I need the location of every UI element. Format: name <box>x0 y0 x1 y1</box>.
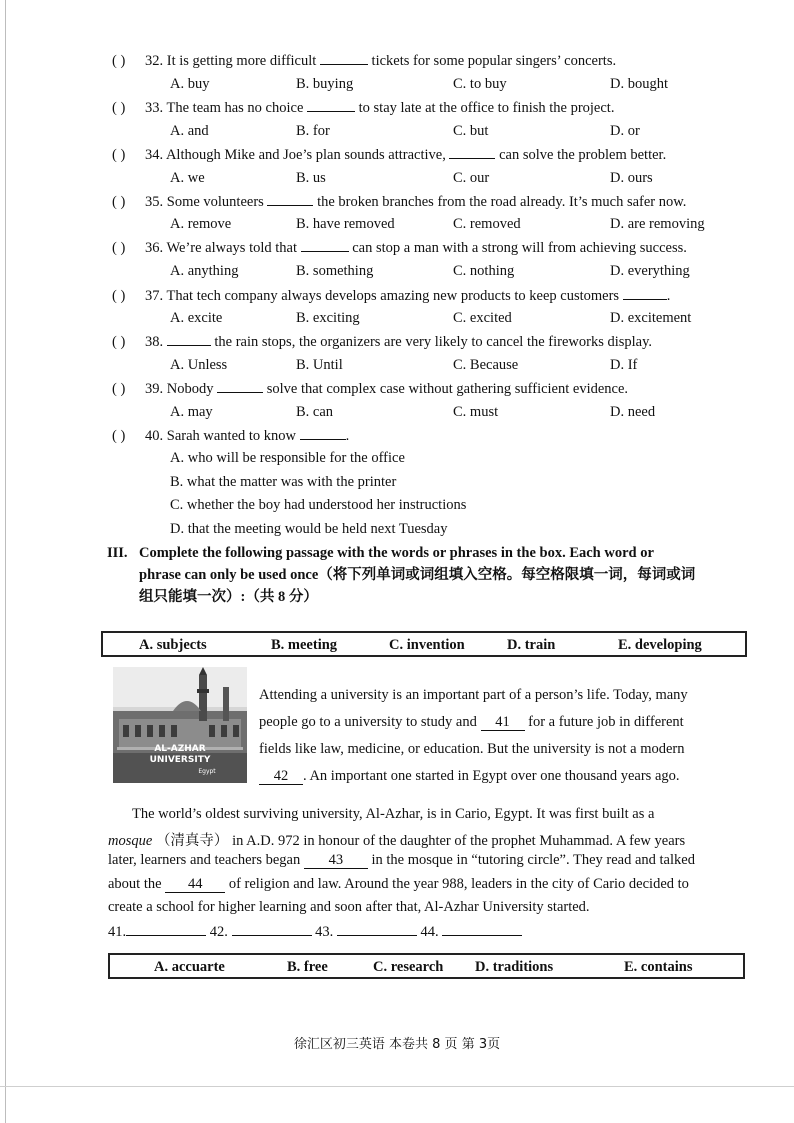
option-a: A. who will be responsible for the office <box>170 450 405 466</box>
passage-text: in the mosque in “tutoring circle”. They read and talked <box>371 852 695 868</box>
option-a: A. remove <box>170 216 232 232</box>
question-stem-before: We’re always told that <box>166 240 297 256</box>
instruction-line-2: phrase can only be used once（将下列单词或词组填入空格。每空格限填一词，每词或词 <box>139 567 696 583</box>
passage-italic-word: mosque <box>108 833 153 849</box>
option-c: C. must <box>453 404 499 420</box>
question-39 <box>112 379 628 398</box>
question-number: 35. <box>145 194 164 210</box>
option-a: A. and <box>170 123 209 139</box>
option-c: C. whether the boy had understood her instructions <box>170 497 467 513</box>
question-stem-after: tickets for some popular singers’ concerts. <box>371 53 617 69</box>
word-box <box>101 631 747 657</box>
caption-line-1: AL-AZHAR <box>154 744 206 754</box>
left-margin-line <box>5 0 6 1123</box>
answer-parentheses: ( ) <box>112 334 126 350</box>
answer-blank <box>300 426 346 440</box>
option-d: D. If <box>610 357 638 373</box>
option-c: C. our <box>453 170 490 186</box>
question-40 <box>112 426 349 445</box>
option-b: B. what the matter was with the printer <box>170 474 397 490</box>
answer-parentheses: ( ) <box>112 288 126 304</box>
passage-text: in A.D. 972 in honour of the daughter of the prophet Muhammad. A few years <box>232 833 686 849</box>
answer-blank <box>217 379 263 393</box>
option-c: C. removed <box>453 216 521 232</box>
question-stem-after: the broken branches from the road already. It’s much safer now. <box>317 194 687 210</box>
question-stem-after: can solve the problem better. <box>499 147 667 163</box>
question-stem-before: Nobody <box>166 381 214 397</box>
answer-label-44: 44. <box>420 924 439 940</box>
options-33 <box>170 123 730 143</box>
question-33 <box>112 98 614 117</box>
word-option: B. meeting <box>271 637 338 653</box>
options-35 <box>170 216 730 236</box>
caption-line-3: Egypt <box>198 768 216 775</box>
word-option: A. subjects <box>139 637 207 653</box>
passage-text: of religion and law. Around the year 988, leaders in the city of Cario decided to <box>228 876 689 892</box>
question-stem-after: solve that complex case without gathering sufficient evidence. <box>266 381 629 397</box>
passage-text: about the <box>108 876 162 892</box>
option-b: B. have removed <box>296 216 395 232</box>
option-c: C. but <box>453 123 489 139</box>
blank-44: 44 <box>165 876 225 893</box>
option-d: D. need <box>610 404 656 420</box>
answer-parentheses: ( ) <box>112 381 126 397</box>
answer-blank <box>167 332 211 346</box>
answer-parentheses: ( ) <box>112 428 126 444</box>
options-34 <box>170 170 730 190</box>
options-39 <box>170 404 730 424</box>
question-number: 40. <box>145 428 164 444</box>
question-stem-before: Sarah wanted to know <box>166 428 297 444</box>
options-32 <box>170 76 730 96</box>
passage-p1-line-2 <box>259 714 684 731</box>
option-b: B. can <box>296 404 334 420</box>
blank-42: 42 <box>259 768 303 785</box>
question-stem-before: Some volunteers <box>166 194 264 210</box>
question-38 <box>112 332 652 351</box>
answer-blank <box>301 238 349 252</box>
answer-parentheses: ( ) <box>112 147 126 163</box>
answer-blank <box>307 98 355 112</box>
section-3-instructions <box>107 542 747 608</box>
question-35 <box>112 192 686 211</box>
question-number: 36. <box>145 240 164 256</box>
passage-p1-line-3: fields like law, medicine, or education. But the university is not a modern <box>259 741 685 757</box>
passage-chinese-gloss: （清真寺） <box>155 833 229 849</box>
question-stem-after: . <box>345 428 350 444</box>
option-a: A. anything <box>170 263 239 279</box>
question-stem-after: to stay late at the office to finish the project. <box>358 100 615 116</box>
answer-blank <box>449 145 495 159</box>
option-a: A. Unless <box>170 357 228 373</box>
passage-text: later, learners and teachers began <box>108 852 301 868</box>
word-option: D. train <box>507 637 556 653</box>
answer-blank-43 <box>337 922 417 936</box>
question-32 <box>112 51 616 70</box>
answer-parentheses: ( ) <box>112 240 126 256</box>
option-b: B. Until <box>296 357 343 373</box>
caption-line-2: UNIVERSITY <box>149 755 211 765</box>
question-stem-before: That tech company always develops amazing new products to keep customers <box>166 288 620 304</box>
passage-p1-line-1: Attending a university is an important part of a person’s life. Today, many <box>259 687 688 703</box>
answer-blank-41 <box>126 922 206 936</box>
page-footer: 徐汇区初三英语 本卷共 8 页 第 3页 <box>293 1037 501 1052</box>
question-stem-before: The team has no choice <box>166 100 304 116</box>
passage-p2-line-5: create a school for higher learning and soon after that, Al-Azhar University started. <box>108 899 590 915</box>
answer-blank <box>623 286 667 300</box>
question-36 <box>112 238 687 257</box>
instruction-line-3: 组只能填一次）:（共 8 分） <box>139 589 318 605</box>
option-a: A. may <box>170 404 213 420</box>
question-number: 39. <box>145 381 164 397</box>
instruction-line-1: Complete the following passage with the words or phrases in the box. Each word or <box>139 545 654 561</box>
option-a: A. excite <box>170 310 223 326</box>
answer-parentheses: ( ) <box>112 100 126 116</box>
word-option: C. invention <box>389 637 465 653</box>
option-b: B. exciting <box>296 310 360 326</box>
question-number: 38. <box>145 334 164 350</box>
option-c: C. Because <box>453 357 519 373</box>
option-b: B. for <box>296 123 330 139</box>
question-34 <box>112 145 666 164</box>
bottom-edge-line <box>0 1086 794 1087</box>
word-option: E. contains <box>624 959 693 975</box>
question-stem-before: It is getting more difficult <box>166 53 317 69</box>
passage-text: . An important one started in Egypt over one thousand years ago. <box>303 768 680 784</box>
option-d: D. that the meeting would be held next Tuesday <box>170 521 448 537</box>
word-option: C. research <box>373 959 444 975</box>
passage-p2-line-2 <box>108 829 685 850</box>
word-option: D. traditions <box>475 959 554 975</box>
word-option: E. developing <box>618 637 702 653</box>
question-stem-after: the rain stops, the organizers are very likely to cancel the fireworks display. <box>214 334 653 350</box>
passage-p2-line-1: The world’s oldest surviving university, Al-Azhar, is in Cario, Egypt. It was first built as a <box>132 806 655 822</box>
word-box-2 <box>108 953 745 979</box>
answer-blank <box>267 192 313 206</box>
passage-text: people go to a university to study and <box>259 714 477 730</box>
blank-43: 43 <box>304 852 368 869</box>
option-d: D. or <box>610 123 640 139</box>
answer-blank-44 <box>442 922 522 936</box>
answer-parentheses: ( ) <box>112 194 126 210</box>
option-b: B. something <box>296 263 374 279</box>
question-number: 34. <box>145 147 164 163</box>
passage-p2-line-4 <box>108 876 689 893</box>
option-a: A. we <box>170 170 205 186</box>
option-b: B. buying <box>296 76 354 92</box>
question-37 <box>112 286 670 305</box>
answer-label-42: 42. <box>209 924 228 940</box>
answer-blank <box>320 51 368 65</box>
option-c: C. nothing <box>453 263 515 279</box>
option-d: D. excitement <box>610 310 692 326</box>
answer-label-43: 43. <box>315 924 334 940</box>
word-option: B. free <box>287 959 328 975</box>
option-d: D. are removing <box>610 216 705 232</box>
passage-p1-line-4 <box>259 768 680 785</box>
word-option: A. accuarte <box>154 959 225 975</box>
answer-parentheses: ( ) <box>112 53 126 69</box>
option-c: C. excited <box>453 310 512 326</box>
question-number: 33. <box>145 100 164 116</box>
options-37 <box>170 310 730 330</box>
answer-line <box>108 922 522 941</box>
section-number: III. <box>107 545 128 561</box>
option-d: D. ours <box>610 170 653 186</box>
option-b: B. us <box>296 170 326 186</box>
option-c: C. to buy <box>453 76 507 92</box>
blank-41: 41 <box>481 714 525 731</box>
option-d: D. everything <box>610 263 690 279</box>
al-azhar-photo <box>113 667 247 783</box>
options-38 <box>170 357 730 377</box>
options-36 <box>170 263 730 283</box>
question-number: 32. <box>145 53 164 69</box>
question-stem-after: can stop a man with a strong will from achieving success. <box>352 240 687 256</box>
question-stem-after: . <box>666 288 671 304</box>
option-d: D. bought <box>610 76 668 92</box>
al-azhar-illustration <box>113 667 247 783</box>
answer-label-41: 41. <box>108 924 127 940</box>
passage-text: for a future job in different <box>528 714 684 730</box>
question-stem-before: Although Mike and Joe’s plan sounds attractive, <box>165 147 446 163</box>
answer-blank-42 <box>232 922 312 936</box>
question-number: 37. <box>145 288 164 304</box>
option-a: A. buy <box>170 76 210 92</box>
passage-p2-line-3 <box>108 852 695 869</box>
